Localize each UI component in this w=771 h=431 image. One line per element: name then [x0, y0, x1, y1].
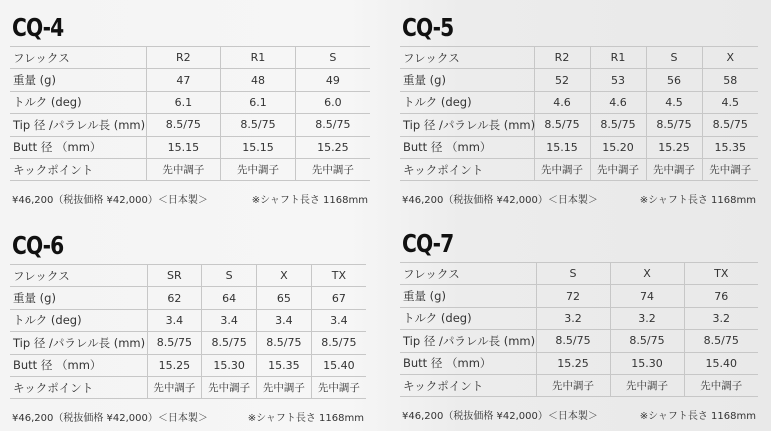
row-label: トルク (deg)	[10, 91, 146, 113]
row-label: キックポイント	[400, 158, 534, 180]
row-butt	[10, 354, 366, 376]
cell: 8.5/75	[146, 114, 221, 136]
cell: 先中調子	[146, 158, 221, 180]
cell: 8.5/75	[534, 114, 590, 136]
row-label: トルク (deg)	[10, 309, 147, 331]
cell: 3.2	[610, 307, 684, 329]
row-flex	[10, 47, 370, 69]
footer	[10, 191, 370, 206]
row-label: フレックス	[10, 265, 147, 287]
model-title: CQ-5	[402, 13, 454, 42]
price: ¥46,200（税抜価格 ¥42,000）＜日本製＞	[402, 195, 598, 207]
cell: 8.5/75	[257, 332, 312, 354]
cell: 15.30	[610, 352, 684, 374]
row-label: Butt 径 （mm）	[400, 136, 534, 158]
cell: 先中調子	[536, 374, 610, 396]
row-kick	[10, 376, 366, 398]
cell: 先中調子	[147, 376, 202, 398]
model-title: CQ-6	[12, 231, 64, 260]
price: ¥46,200（税抜価格 ¥42,000）＜日本製＞	[402, 411, 598, 423]
cell: X	[702, 47, 758, 69]
cell: 8.5/75	[684, 330, 758, 352]
cell: 3.4	[311, 309, 366, 331]
row-torque	[400, 91, 758, 113]
cell: 3.4	[202, 309, 257, 331]
cell: 先中調子	[295, 158, 370, 180]
row-flex	[400, 263, 758, 285]
cell: R2	[146, 47, 221, 69]
spec-panel-cq5	[400, 10, 758, 206]
cell: 76	[684, 285, 758, 307]
row-label: 重量 (g)	[400, 69, 534, 91]
row-label: キックポイント	[400, 374, 536, 396]
cell: R2	[534, 47, 590, 69]
cell: 62	[147, 287, 202, 309]
cell: 8.5/75	[646, 114, 702, 136]
cell: 先中調子	[311, 376, 366, 398]
row-torque	[10, 309, 366, 331]
spec-table	[10, 264, 366, 399]
cell: 74	[610, 285, 684, 307]
cell: 15.15	[146, 136, 221, 158]
cell: 72	[536, 285, 610, 307]
cell: 15.25	[646, 136, 702, 158]
row-kick	[400, 374, 758, 396]
footer	[400, 191, 758, 206]
row-flex	[400, 47, 758, 69]
cell: 先中調子	[684, 374, 758, 396]
spec-table	[400, 46, 758, 181]
cell: 8.5/75	[590, 114, 646, 136]
cell: 6.1	[221, 91, 296, 113]
cell: 15.25	[295, 136, 370, 158]
row-label: Tip 径 /パラレル長 (mm)	[10, 332, 147, 354]
row-label: フレックス	[400, 263, 536, 285]
spec-table	[400, 262, 758, 397]
spec-panel-cq6	[10, 228, 366, 424]
row-label: トルク (deg)	[400, 307, 536, 329]
cell: 8.5/75	[702, 114, 758, 136]
cell: 47	[146, 69, 221, 91]
length-note: ※シャフト長さ 1168mm	[251, 195, 368, 207]
row-label: トルク (deg)	[400, 91, 534, 113]
cell: 56	[646, 69, 702, 91]
cell: 4.5	[702, 91, 758, 113]
cell: 先中調子	[590, 158, 646, 180]
cell: R1	[590, 47, 646, 69]
row-label: Butt 径 （mm）	[10, 354, 147, 376]
cell: 3.4	[257, 309, 312, 331]
model-title: CQ-7	[402, 229, 454, 258]
row-flex	[10, 265, 366, 287]
cell: 3.2	[684, 307, 758, 329]
cell: S	[202, 265, 257, 287]
cell: 先中調子	[702, 158, 758, 180]
cell: 52	[534, 69, 590, 91]
cell: 先中調子	[221, 158, 296, 180]
row-tip	[400, 330, 758, 352]
cell: 8.5/75	[311, 332, 366, 354]
cell: 15.20	[590, 136, 646, 158]
row-label: 重量 (g)	[10, 287, 147, 309]
cell: 65	[257, 287, 312, 309]
cell: 15.25	[536, 352, 610, 374]
row-label: フレックス	[10, 47, 146, 69]
cell: 53	[590, 69, 646, 91]
row-label: Tip 径 /パラレル長 (mm)	[400, 330, 536, 352]
row-label: キックポイント	[10, 376, 147, 398]
cell: 15.15	[534, 136, 590, 158]
cell: 8.5/75	[610, 330, 684, 352]
cell: 8.5/75	[536, 330, 610, 352]
row-torque	[10, 91, 370, 113]
row-weight	[10, 69, 370, 91]
row-butt	[400, 136, 758, 158]
row-label: Butt 径 （mm）	[10, 136, 146, 158]
spec-table	[10, 46, 370, 181]
cell: 先中調子	[202, 376, 257, 398]
row-kick	[400, 158, 758, 180]
cell: 48	[221, 69, 296, 91]
footer	[10, 409, 366, 424]
row-tip	[10, 114, 370, 136]
row-label: 重量 (g)	[400, 285, 536, 307]
cell: 4.6	[534, 91, 590, 113]
cell: R1	[221, 47, 296, 69]
cell: 15.35	[257, 354, 312, 376]
model-title: CQ-4	[12, 13, 64, 42]
cell: X	[610, 263, 684, 285]
price: ¥46,200（税抜価格 ¥42,000）＜日本製＞	[12, 413, 208, 425]
row-label: キックポイント	[10, 158, 146, 180]
cell: S	[295, 47, 370, 69]
cell: 4.5	[646, 91, 702, 113]
row-label: Tip 径 /パラレル長 (mm)	[10, 114, 146, 136]
row-kick	[10, 158, 370, 180]
cell: 6.1	[146, 91, 221, 113]
row-weight	[10, 287, 366, 309]
cell: 8.5/75	[295, 114, 370, 136]
row-weight	[400, 69, 758, 91]
length-note: ※シャフト長さ 1168mm	[639, 411, 756, 423]
cell: 58	[702, 69, 758, 91]
cell: 先中調子	[610, 374, 684, 396]
footer	[400, 407, 758, 422]
row-weight	[400, 285, 758, 307]
spec-panel-cq4	[10, 10, 370, 206]
cell: 4.6	[590, 91, 646, 113]
cell: 8.5/75	[147, 332, 202, 354]
cell: 8.5/75	[202, 332, 257, 354]
cell: SR	[147, 265, 202, 287]
cell: S	[646, 47, 702, 69]
row-label: Tip 径 /パラレル長 (mm)	[400, 114, 534, 136]
spec-panel-cq7	[400, 226, 758, 422]
row-label: 重量 (g)	[10, 69, 146, 91]
cell: 67	[311, 287, 366, 309]
cell: 15.15	[221, 136, 296, 158]
row-butt	[400, 352, 758, 374]
cell: TX	[311, 265, 366, 287]
cell: 8.5/75	[221, 114, 296, 136]
cell: 15.25	[147, 354, 202, 376]
length-note: ※シャフト長さ 1168mm	[639, 195, 756, 207]
cell: 49	[295, 69, 370, 91]
cell: 先中調子	[534, 158, 590, 180]
row-tip	[400, 114, 758, 136]
cell: 先中調子	[646, 158, 702, 180]
cell: 15.30	[202, 354, 257, 376]
cell: S	[536, 263, 610, 285]
cell: TX	[684, 263, 758, 285]
length-note: ※シャフト長さ 1168mm	[247, 413, 364, 425]
cell: 3.4	[147, 309, 202, 331]
row-butt	[10, 136, 370, 158]
cell: 6.0	[295, 91, 370, 113]
cell: 15.40	[684, 352, 758, 374]
cell: 64	[202, 287, 257, 309]
cell: 先中調子	[257, 376, 312, 398]
cell: 15.35	[702, 136, 758, 158]
row-label: フレックス	[400, 47, 534, 69]
row-tip	[10, 332, 366, 354]
cell: X	[257, 265, 312, 287]
row-torque	[400, 307, 758, 329]
price: ¥46,200（税抜価格 ¥42,000）＜日本製＞	[12, 195, 208, 207]
cell: 15.40	[311, 354, 366, 376]
cell: 3.2	[536, 307, 610, 329]
row-label: Butt 径 （mm）	[400, 352, 536, 374]
